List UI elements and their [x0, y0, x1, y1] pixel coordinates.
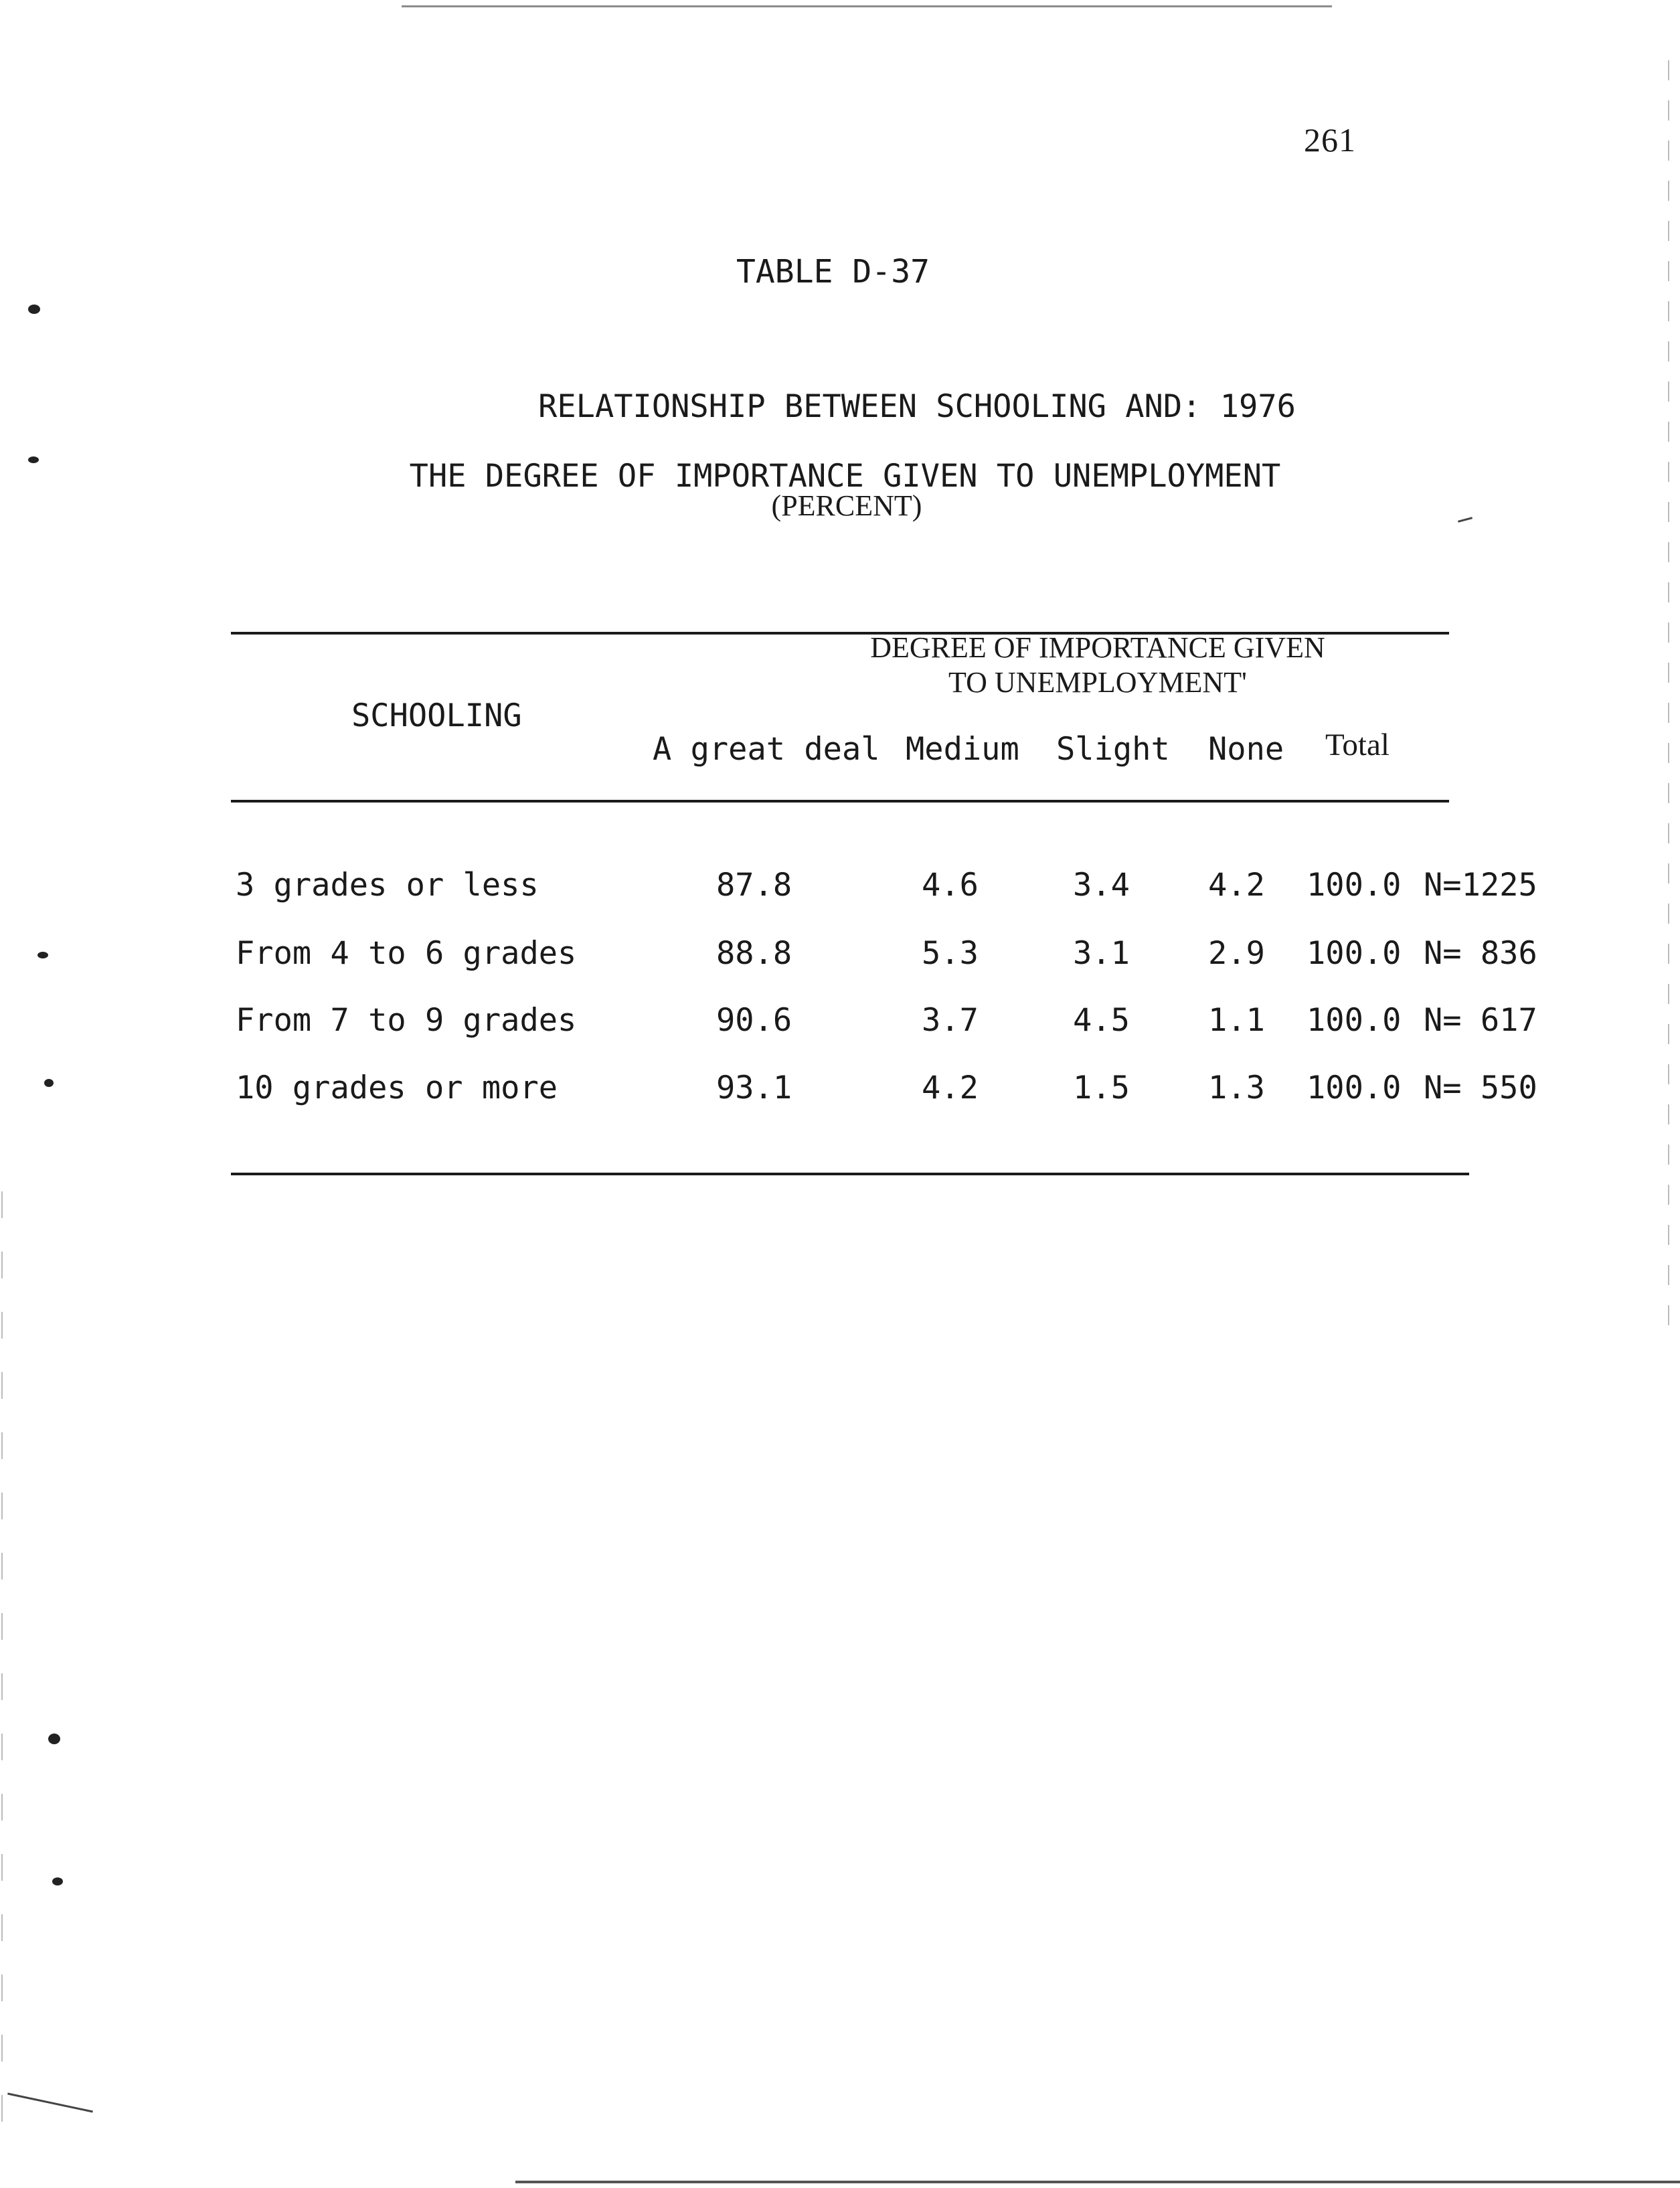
table-cell: 100.0 [1307, 935, 1402, 972]
punch-hole-mark [37, 952, 48, 958]
table-cell: 4.5 [1073, 1002, 1130, 1039]
table-header-rule [231, 800, 1449, 803]
table-cell: 2.9 [1208, 935, 1265, 972]
table-cell: 3.1 [1073, 935, 1130, 972]
column-group-header [870, 630, 1325, 700]
table-subtitle: THE DEGREE OF IMPORTANCE GIVEN TO UNEMPLOYMENT [409, 458, 1281, 495]
row-label: From 7 to 9 grades [236, 1002, 577, 1039]
punch-hole-mark [44, 1079, 54, 1087]
page-number: 261 [1304, 121, 1356, 159]
table-cell: 1.1 [1208, 1002, 1265, 1039]
column-header: A great deal [653, 731, 880, 768]
table-cell: 90.6 [716, 1002, 792, 1039]
table-title: RELATIONSHIP BETWEEN SCHOOLING AND: 1976 [538, 388, 1296, 425]
scan-edge-line-bottom [515, 2181, 1680, 2183]
column-header: Slight [1056, 731, 1170, 768]
table-cell: 100.0 [1307, 1002, 1402, 1039]
stub-header: SCHOOLING [351, 697, 522, 734]
table-cell: 4.2 [1208, 867, 1265, 904]
column-header: None [1208, 731, 1284, 768]
table-cell: 1.3 [1208, 1070, 1265, 1106]
row-label: 10 grades or more [236, 1070, 558, 1106]
punch-hole-mark [52, 1877, 63, 1885]
column-group-header-line-1: DEGREE OF IMPORTANCE GIVEN [870, 631, 1325, 664]
column-header: Medium [906, 731, 1019, 768]
table-id: TABLE D-37 [736, 253, 930, 290]
sample-size: N= 836 [1424, 935, 1537, 972]
sample-size: N= 617 [1424, 1002, 1537, 1039]
scan-edge-right [1668, 60, 1669, 1332]
table-cell: 88.8 [716, 935, 792, 972]
table-cell: 1.5 [1073, 1070, 1130, 1106]
sample-size: N=1225 [1424, 867, 1537, 904]
table-cell: 3.4 [1073, 867, 1130, 904]
table-cell: 4.2 [922, 1070, 979, 1106]
table-bottom-rule [231, 1173, 1469, 1175]
row-label: From 4 to 6 grades [236, 935, 577, 972]
punch-hole-mark [28, 305, 40, 314]
table-cell: 93.1 [716, 1070, 792, 1106]
sample-size: N= 550 [1424, 1070, 1537, 1106]
table-cell: 100.0 [1307, 1070, 1402, 1106]
table-cell: 3.7 [922, 1002, 979, 1039]
table-cell: 5.3 [922, 935, 979, 972]
table-cell: 4.6 [922, 867, 979, 904]
table-cell: 87.8 [716, 867, 792, 904]
punch-hole-mark [48, 1734, 60, 1744]
column-group-header-line-2: TO UNEMPLOYMENT' [948, 666, 1247, 699]
scan-smudge [7, 2093, 93, 2113]
column-header: Total [1325, 728, 1390, 762]
row-label: 3 grades or less [236, 867, 539, 904]
table-unit-note: (PERCENT) [771, 489, 922, 522]
scan-edge-line-top [402, 5, 1332, 7]
table-cell: 100.0 [1307, 867, 1402, 904]
scan-edge-left [1, 1191, 3, 2128]
